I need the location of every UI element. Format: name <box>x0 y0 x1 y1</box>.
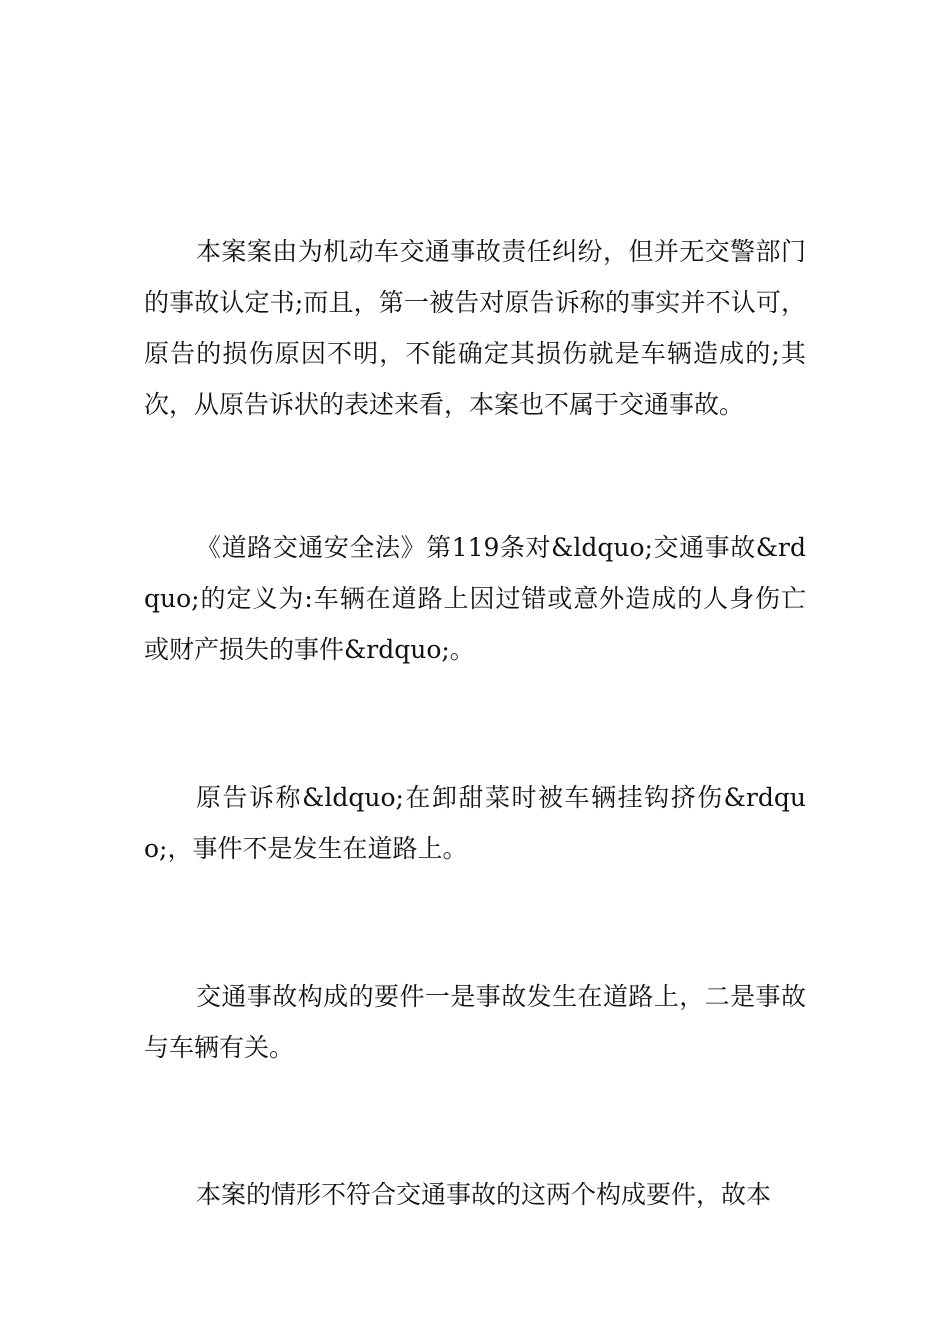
paragraph-4: 交通事故构成的要件一是事故发生在道路上，二是事故与车辆有关。 <box>144 982 806 1062</box>
paragraph-2: 《道路交通安全法》第119条对&ldquo;交通事故&rdquo;的定义为:车辆在道路上因过错或意外造成的人身伤亡或财产损失的事件&rdquo;。 <box>144 533 806 664</box>
paragraph-1: 本案案由为机动车交通事故责任纠纷，但并无交警部门的事故认定书;而且，第一被告对原告诉称的事实并不认可，原告的损伤原因不明，不能确定其损伤就是车辆造成的;其次，从原告诉状的表述来看，本案也不属于交通事故。 <box>144 237 806 419</box>
paragraph-3: 原告诉称&ldquo;在卸甜菜时被车辆挂钩挤伤&rdquo;，事件不是发生在道路上。 <box>144 783 806 863</box>
paragraph-5: 本案的情形不符合交通事故的这两个构成要件，故本 <box>196 1180 772 1209</box>
